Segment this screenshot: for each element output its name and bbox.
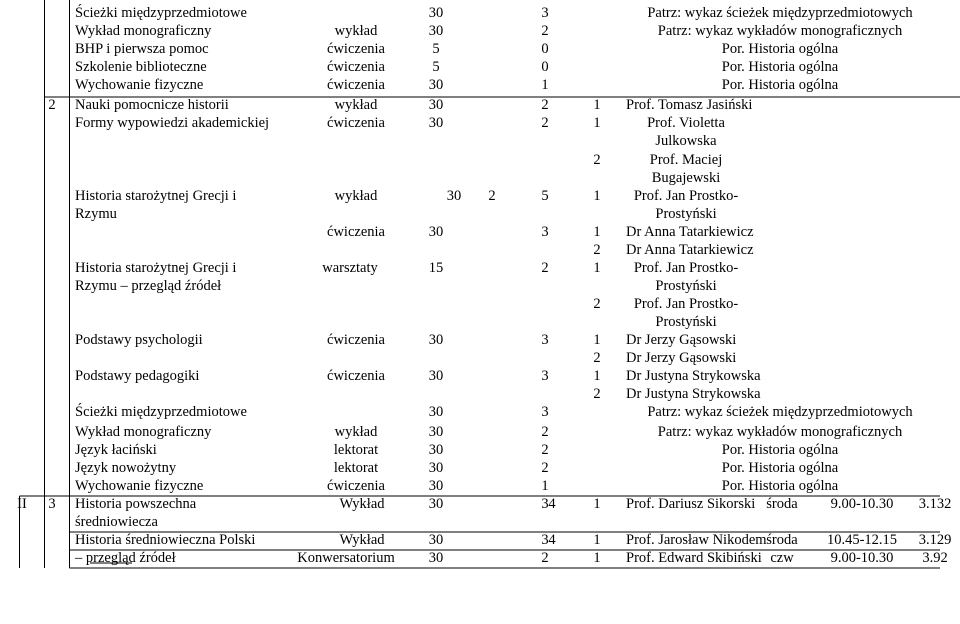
teacher-cell: Julkowska — [655, 133, 717, 149]
ects-cell: 2 — [541, 97, 549, 113]
hours-cell: 30 — [428, 368, 444, 384]
teacher-cell: Prof. Jarosław Nikodem — [626, 532, 767, 548]
hours-cell: 30 — [428, 460, 444, 476]
teacher-cell: Por. Historia ogólna — [721, 460, 839, 476]
course-name: Historia powszechna — [75, 496, 197, 512]
course-name: Wykład monograficzny — [75, 23, 212, 39]
teacher-cell: Dr Anna Tatarkiewicz — [626, 224, 754, 240]
ects-cell: 3 — [541, 404, 549, 420]
course-name: Nauki pomocnicze historii — [75, 97, 229, 113]
course-form: ćwiczenia — [327, 59, 385, 75]
teacher-cell: Dr Anna Tatarkiewicz — [626, 242, 754, 258]
teacher-cell: Patrz: wykaz ścieżek międzyprzedmiotowych — [647, 404, 913, 420]
course-name: Wychowanie fizyczne — [75, 77, 204, 93]
group-cell: 2 — [593, 152, 601, 168]
course-name: Rzymu — [75, 206, 117, 222]
group-cell: 1 — [593, 550, 601, 566]
day-cell: środa — [766, 496, 798, 512]
teacher-cell: Por. Historia ogólna — [721, 77, 839, 93]
hours-cell: 30 — [428, 97, 444, 113]
course-name: BHP i pierwsza pomoc — [75, 41, 209, 57]
teacher-cell: Por. Historia ogólna — [721, 59, 839, 75]
hours-cell: 30 — [428, 424, 444, 440]
teacher-cell: Patrz: wykaz wykładów monograficznych — [657, 424, 903, 440]
course-form: wykład — [334, 97, 378, 113]
course-name: Ścieżki międzyprzedmiotowe — [75, 5, 247, 21]
group-cell: 1 — [593, 532, 601, 548]
course-form: ćwiczenia — [327, 224, 385, 240]
teacher-cell: Prof. Violetta — [647, 115, 725, 131]
teacher-cell: Prof. Jan Prostko- — [633, 296, 739, 312]
ects-cell: 2 — [541, 424, 549, 440]
teacher-cell: Dr Jerzy Gąsowski — [626, 350, 737, 366]
ects-cell: 2 — [541, 550, 549, 566]
course-name: Szkolenie biblioteczne — [75, 59, 207, 75]
ects-cell: 1 — [541, 478, 549, 494]
course-name: Wychowanie fizyczne — [75, 478, 204, 494]
ects-cell: 3 — [541, 224, 549, 240]
course-form: ćwiczenia — [327, 115, 385, 131]
ects-cell: 3 — [541, 532, 549, 548]
group-cell: 1 — [593, 368, 601, 384]
group-cell: 1 — [593, 188, 601, 204]
course-form: wykład — [334, 424, 378, 440]
teacher-cell: Prof. Edward Skibiński — [626, 550, 762, 566]
ects-cell: 0 — [541, 41, 549, 57]
group-cell: 2 — [593, 242, 601, 258]
course-name: Historia średniowieczna Polski — [75, 532, 256, 548]
time-cell: 9.00-10.30 — [830, 550, 894, 566]
group-cell: 1 — [593, 115, 601, 131]
group-cell: 2 — [593, 350, 601, 366]
course-name: Podstawy psychologii — [75, 332, 203, 348]
group-cell: 2 — [593, 296, 601, 312]
course-form: Wykład — [339, 496, 385, 512]
ects-cell: 2 — [541, 460, 549, 476]
group-cell: 1 — [593, 496, 601, 512]
course-name: Historia starożytnej Grecji i — [75, 188, 237, 204]
ects-cell: 2 — [541, 115, 549, 131]
course-form: ćwiczenia — [327, 41, 385, 57]
ects-cell: 1 — [541, 77, 549, 93]
teacher-cell: Dr Justyna Strykowska — [626, 386, 761, 402]
term-cell: II — [17, 496, 27, 512]
hours-cell: 5 — [432, 59, 440, 75]
semester-cell: 3 — [48, 496, 56, 512]
points-cell: 4 — [548, 532, 556, 548]
semester-cell: 2 — [48, 97, 56, 113]
teacher-cell: Por. Historia ogólna — [721, 478, 839, 494]
teacher-cell: Dr Jerzy Gąsowski — [626, 332, 737, 348]
hours-cell: 30 — [428, 532, 444, 548]
time-cell: 10.45-12.15 — [826, 532, 898, 548]
day-cell: środa — [766, 532, 798, 548]
course-name: Podstawy pedagogiki — [75, 368, 200, 384]
teacher-cell: Prostyński — [655, 278, 717, 294]
teacher-cell: Prostyński — [655, 314, 717, 330]
hours-cell: 30 — [428, 442, 444, 458]
course-form: wykład — [334, 188, 378, 204]
course-form: lektorat — [333, 442, 379, 458]
hours-cell: 30 — [428, 550, 444, 566]
day-cell: czw — [770, 550, 794, 566]
room-cell: 3.129 — [918, 532, 952, 548]
course-form: ćwiczenia — [327, 478, 385, 494]
hours-cell: 30 — [428, 478, 444, 494]
ects-cell: 3 — [541, 368, 549, 384]
course-name: Język łaciński — [75, 442, 157, 458]
course-name: średniowiecza — [75, 514, 158, 530]
course-form: warsztaty — [322, 260, 378, 276]
ects-cell: 3 — [541, 5, 549, 21]
hours-cell: 30 — [446, 188, 462, 204]
ects-cell: 2 — [488, 188, 496, 204]
teacher-cell: Patrz: wykaz wykładów monograficznych — [657, 23, 903, 39]
hours-cell: 30 — [428, 224, 444, 240]
course-name: Rzymu – przegląd źródeł — [75, 278, 222, 294]
ects-cell: 3 — [541, 496, 549, 512]
course-name: Wykład monograficzny — [75, 424, 212, 440]
course-name: Ścieżki międzyprzedmiotowe — [75, 404, 247, 420]
room-cell: 3.92 — [922, 550, 948, 566]
time-cell: 9.00-10.30 — [830, 496, 894, 512]
hours-cell: 15 — [428, 260, 444, 276]
hours-cell: 30 — [428, 23, 444, 39]
course-form: Wykład — [339, 532, 385, 548]
course-form: lektorat — [333, 460, 379, 476]
group-cell: 1 — [593, 332, 601, 348]
teacher-cell: Por. Historia ogólna — [721, 41, 839, 57]
hours-cell: 30 — [428, 77, 444, 93]
teacher-cell: Prostyński — [655, 206, 717, 222]
group-cell: 1 — [593, 224, 601, 240]
course-form: ćwiczenia — [327, 77, 385, 93]
hours-cell: 30 — [428, 332, 444, 348]
group-cell: 1 — [593, 260, 601, 276]
course-form: ćwiczenia — [327, 332, 385, 348]
course-form: Konwersatorium — [297, 550, 395, 566]
course-form: wykład — [334, 23, 378, 39]
room-cell: 3.132 — [918, 496, 952, 512]
points-cell: 4 — [548, 496, 556, 512]
teacher-cell: Dr Justyna Strykowska — [626, 368, 761, 384]
teacher-cell: Bugajewski — [651, 170, 721, 186]
hours-cell: 30 — [428, 404, 444, 420]
teacher-cell: Por. Historia ogólna — [721, 442, 839, 458]
hours-cell: 30 — [428, 5, 444, 21]
ects-cell: 0 — [541, 59, 549, 75]
course-name: Historia starożytnej Grecji i — [75, 260, 237, 276]
group-cell: 2 — [593, 386, 601, 402]
teacher-cell: Prof. Jan Prostko- — [633, 188, 739, 204]
hours-cell: 30 — [428, 115, 444, 131]
ects-cell: 2 — [541, 442, 549, 458]
course-name: Język nowożytny — [75, 460, 177, 476]
teacher-cell: Prof. Tomasz Jasiński — [626, 97, 753, 113]
hours-cell: 5 — [432, 41, 440, 57]
hours-cell: 30 — [428, 496, 444, 512]
course-name: Formy wypowiedzi akademickiej — [75, 115, 270, 131]
teacher-cell: Prof. Jan Prostko- — [633, 260, 739, 276]
course-name: – przegląd źródeł — [75, 550, 176, 566]
teacher-cell: Patrz: wykaz ścieżek międzyprzedmiotowych — [647, 5, 913, 21]
group-cell: 1 — [593, 97, 601, 113]
teacher-cell: Prof. Maciej — [649, 152, 723, 168]
points-cell: 5 — [541, 188, 549, 204]
course-form: ćwiczenia — [327, 368, 385, 384]
ects-cell: 2 — [541, 260, 549, 276]
teacher-cell: Prof. Dariusz Sikorski — [626, 496, 756, 512]
ects-cell: 3 — [541, 332, 549, 348]
ects-cell: 2 — [541, 23, 549, 39]
